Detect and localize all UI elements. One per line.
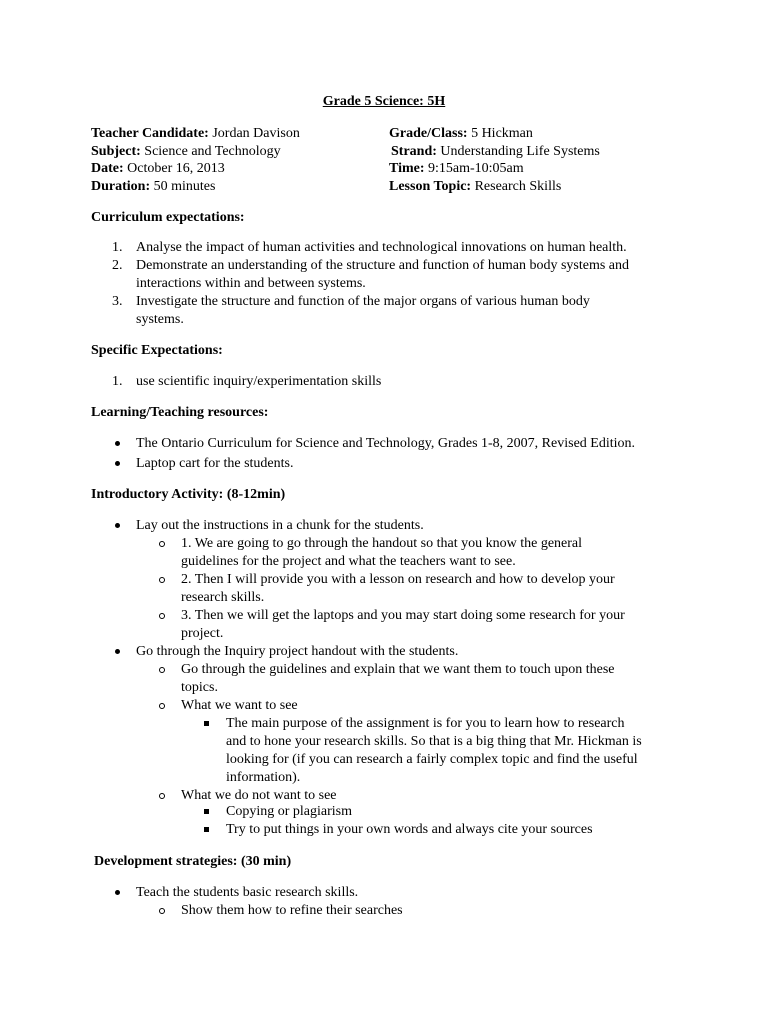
bullet-icon (115, 890, 120, 895)
resource-item: Laptop cart for the students. (136, 456, 294, 471)
curriculum-heading: Curriculum expectations: (91, 210, 245, 225)
intro-heading: Introductory Activity: (8-12min) (91, 487, 286, 502)
bullet-icon (115, 523, 120, 528)
square-bullet-icon (204, 809, 209, 814)
curriculum-item-number: 2. (112, 258, 123, 273)
intro-sub-item: topics. (181, 680, 218, 695)
curriculum-item-line: interactions within and between systems. (136, 276, 366, 291)
subject-row: Subject: Science and Technology (91, 144, 281, 159)
intro-sub-item: Go through the guidelines and explain that we want them to touch upon these (181, 662, 615, 677)
resource-item: The Ontario Curriculum for Science and Technology, Grades 1-8, 2007, Revised Edition. (136, 436, 636, 451)
bullet-icon (115, 461, 120, 466)
intro-bullet: Go through the Inquiry project handout with the students. (136, 644, 459, 659)
duration-row: Duration: 50 minutes (91, 179, 216, 194)
curriculum-item-line: systems. (136, 312, 184, 327)
circle-bullet-icon (159, 613, 165, 619)
time-row: Time: 9:15am-10:05am (389, 161, 524, 176)
intro-sub-item: guidelines for the project and what the teachers want to see. (181, 554, 516, 569)
bullet-icon (115, 441, 120, 446)
square-bullet-icon (204, 721, 209, 726)
resources-heading: Learning/Teaching resources: (91, 405, 269, 420)
curriculum-item-number: 3. (112, 294, 123, 309)
curriculum-item-line: Demonstrate an understanding of the structure and function of human body systems and (136, 258, 629, 273)
intro-bullet: Lay out the instructions in a chunk for the students. (136, 518, 424, 533)
square-bullet-icon (204, 827, 209, 832)
specific-item-line: use scientific inquiry/experimentation skills (136, 374, 382, 389)
intro-detail-line: Copying or plagiarism (226, 804, 352, 819)
intro-sub-item: research skills. (181, 590, 265, 605)
bullet-icon (115, 649, 120, 654)
circle-bullet-icon (159, 908, 165, 914)
intro-sub-item: What we want to see (181, 698, 298, 713)
specific-heading: Specific Expectations: (91, 343, 223, 358)
circle-bullet-icon (159, 577, 165, 583)
curriculum-item-number: 1. (112, 240, 123, 255)
teacher-candidate-row: Teacher Candidate: Jordan Davison (91, 126, 300, 141)
development-sub-item: Show them how to refine their searches (181, 903, 403, 918)
date-row: Date: October 16, 2013 (91, 161, 225, 176)
development-bullet: Teach the students basic research skills. (136, 885, 359, 900)
intro-detail-line: The main purpose of the assignment is for you to learn how to research (226, 716, 625, 731)
curriculum-item-line: Analyse the impact of human activities and technological innovations on human health. (136, 240, 627, 255)
circle-bullet-icon (159, 541, 165, 547)
intro-detail-line: and to hone your research skills. So that is a big thing that Mr. Hickman is (226, 734, 642, 749)
lesson-topic-row: Lesson Topic: Research Skills (389, 179, 562, 194)
circle-bullet-icon (159, 793, 165, 799)
grade-class-row: Grade/Class: 5 Hickman (389, 126, 533, 141)
intro-detail-line: Try to put things in your own words and always cite your sources (226, 822, 593, 837)
intro-sub-item: What we do not want to see (181, 788, 337, 803)
intro-sub-item: 3. Then we will get the laptops and you may start doing some research for your (181, 608, 625, 623)
circle-bullet-icon (159, 667, 165, 673)
intro-sub-item: 2. Then I will provide you with a lesson on research and how to develop your (181, 572, 615, 587)
intro-sub-item: project. (181, 626, 224, 641)
specific-item-number: 1. (112, 374, 123, 389)
intro-detail-line: information). (226, 770, 301, 785)
development-heading: Development strategies: (30 min) (94, 854, 292, 869)
curriculum-item-line: Investigate the structure and function of the major organs of various human body (136, 294, 590, 309)
strand-row: Strand: Understanding Life Systems (391, 144, 600, 159)
intro-detail-line: looking for (if you can research a fairly complex topic and find the useful (226, 752, 638, 767)
intro-sub-item: 1. We are going to go through the handout so that you know the general (181, 536, 583, 551)
circle-bullet-icon (159, 703, 165, 709)
document-title: Grade 5 Science: 5H (322, 94, 446, 109)
